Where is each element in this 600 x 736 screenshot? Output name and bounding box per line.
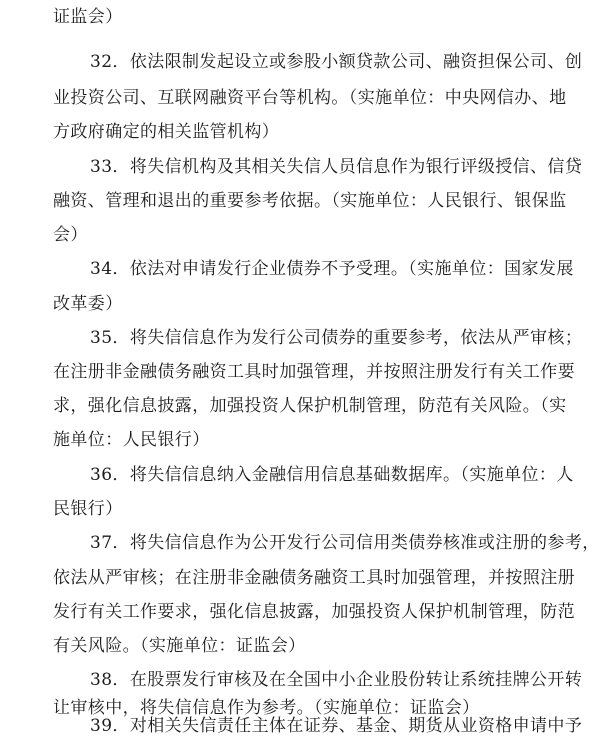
item-32-line-3: 方政府确定的相关监管机构）	[53, 122, 280, 142]
item-39-line-1: 39．对相关失信责任主体在证券、基金、期货从业资格申请中予	[90, 716, 583, 736]
item-34-line-1: 34．依法对申请发行企业债券不予受理。（实施单位：国家发展	[90, 259, 574, 279]
item-32-line-1: 32．依法限制发起设立或参股小额贷款公司、融资担保公司、创	[90, 52, 583, 72]
item-38-line-2: 让审核中，将失信信息作为参考。（实施单位：证监会）	[53, 698, 480, 718]
item-33-line-2: 融资、管理和退出的重要参考依据。（实施单位：人民银行、银保监	[53, 191, 567, 211]
item-37-line-3: 发行有关工作要求，强化信息披露，加强投资人保护机制管理，防范	[53, 602, 575, 622]
item-37-line-1: 37．将失信信息作为公开发行公司信用类债券核准或注册的参考，	[90, 533, 600, 553]
item-36-line-1: 36．将失信信息纳入金融信用信息基础数据库。（实施单位：人	[90, 465, 574, 485]
item-35-line-1: 35．将失信信息作为发行公司债券的重要参考，依法从严审核；	[90, 328, 583, 348]
item-35-line-3: 求，强化信息披露，加强投资人保护机制管理，防范有关风险。（实	[53, 396, 567, 416]
item-37-line-2: 依法从严审核；在注册非金融债务融资工具时加强管理，并按照注册	[53, 568, 575, 588]
item-35-line-4: 施单位：人民银行）	[53, 430, 210, 450]
item-37-line-4: 有关风险。（实施单位：证监会）	[53, 636, 306, 656]
item-32-line-2: 业投资公司、互联网融资平台等机构。（实施单位：中央网信办、地	[53, 88, 567, 108]
item-34-line-2: 改革委）	[53, 294, 123, 314]
item-36-line-2: 民银行）	[53, 499, 123, 519]
item-33-line-1: 33．将失信机构及其相关失信人员信息作为银行评级授信、信贷	[90, 157, 583, 177]
item-38-line-1: 38．在股票发行审核及在全国中小企业股份转让系统挂牌公开转	[90, 670, 583, 690]
text-line: 证监会）	[53, 7, 123, 27]
item-35-line-2: 在注册非金融债务融资工具时加强管理，并按照注册发行有关工作要	[53, 362, 575, 382]
item-33-line-3: 会）	[53, 225, 88, 245]
